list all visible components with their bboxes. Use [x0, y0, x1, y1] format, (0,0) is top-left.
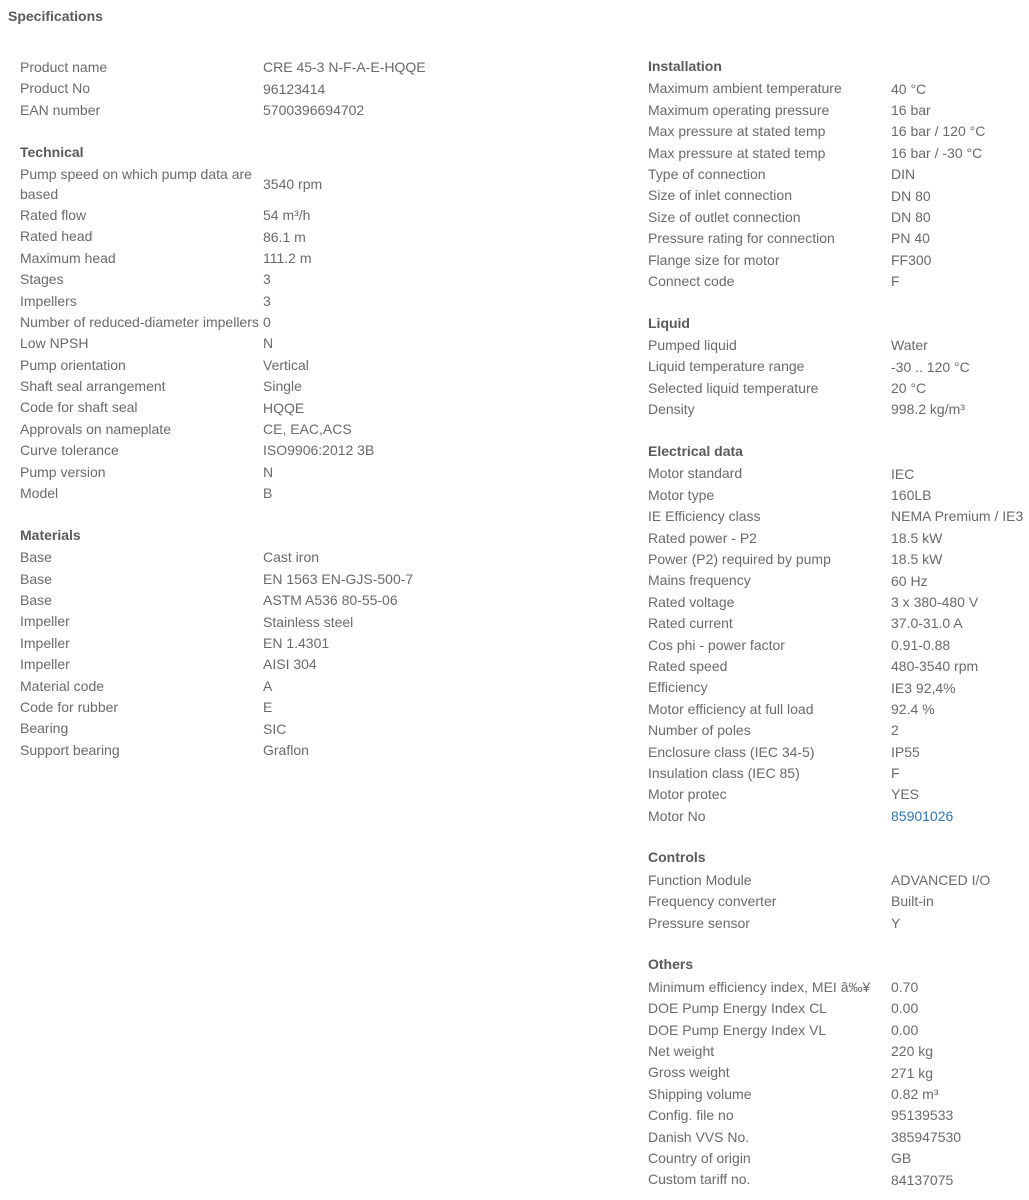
- spec-label: Number of poles: [648, 722, 751, 739]
- section-spacer: [648, 826, 1029, 847]
- spec-value: 95139533: [891, 1107, 954, 1124]
- spec-row: [648, 1019, 1029, 1040]
- spec-label: Low NPSH: [20, 335, 89, 352]
- spec-value: Vertical: [263, 356, 309, 373]
- spec-row: [648, 548, 1029, 569]
- spec-row: [20, 375, 440, 396]
- spec-label: Rated current: [648, 615, 733, 632]
- spec-label: Connect code: [648, 272, 735, 289]
- spec-row: [20, 632, 440, 653]
- spec-label: Product No: [20, 80, 91, 97]
- spec-row: [648, 997, 1029, 1018]
- spec-label: Pumped liquid: [648, 337, 737, 354]
- spec-row: [648, 1168, 1029, 1189]
- spec-label: Insulation class (IEC 85): [648, 764, 800, 781]
- spec-value: F: [891, 273, 900, 290]
- spec-row: [20, 439, 440, 460]
- spec-value: 18.5 kW: [891, 529, 943, 546]
- spec-value: 3: [263, 292, 271, 309]
- spec-section-materials: [20, 525, 440, 760]
- spec-value: SIC: [263, 720, 287, 737]
- spec-row: [648, 805, 1029, 826]
- spec-label: Rated head: [20, 228, 93, 245]
- spec-value: 5700396694702: [263, 101, 365, 118]
- spec-row: [648, 612, 1029, 633]
- spec-value: DIN: [891, 166, 916, 183]
- spec-row: [648, 1083, 1029, 1104]
- section-title: Others: [648, 956, 694, 973]
- spec-label: Config. file no: [648, 1107, 734, 1124]
- spec-label: Product name: [20, 59, 108, 75]
- spec-value: 60 Hz: [891, 572, 928, 589]
- spec-value: Graflon: [263, 741, 309, 758]
- spec-value: 84137075: [891, 1171, 954, 1188]
- spec-row: [648, 99, 1029, 120]
- spec-value: Water: [891, 337, 928, 354]
- spec-row: [20, 77, 440, 98]
- spec-label: Pump speed on which pump data are based: [20, 165, 252, 202]
- spec-row: [20, 56, 440, 77]
- spec-label: Minimum efficiency index, MEI â‰¥: [648, 978, 871, 995]
- spec-row: [648, 1061, 1029, 1082]
- section-spacer: [20, 120, 440, 141]
- spec-row: [648, 505, 1029, 526]
- spec-row: [20, 610, 440, 631]
- spec-label: Rated power - P2: [648, 529, 757, 546]
- spec-value: YES: [891, 786, 920, 803]
- spec-value: E: [263, 699, 273, 716]
- spec-value: 271 kg: [891, 1064, 934, 1081]
- spec-value: 0.00: [891, 1021, 919, 1038]
- spec-row: [648, 869, 1029, 890]
- spec-row: [648, 676, 1029, 697]
- spec-value: Y: [891, 914, 901, 931]
- spec-label: Motor type: [648, 486, 715, 503]
- spec-label: Density: [648, 401, 695, 418]
- spec-label: Pump version: [20, 463, 106, 480]
- spec-label: Material code: [20, 677, 105, 694]
- spec-label: Net weight: [648, 1042, 715, 1059]
- spec-value: Single: [263, 378, 302, 395]
- spec-section-liquid: [648, 313, 1029, 420]
- spec-label: Frequency converter: [648, 893, 777, 910]
- spec-row: [648, 741, 1029, 762]
- spec-label: Mains frequency: [648, 572, 751, 589]
- spec-value: 111.2 m: [263, 249, 312, 266]
- spec-value: 40 °C: [891, 80, 927, 97]
- spec-row: [648, 1126, 1029, 1147]
- spec-label: Efficiency: [648, 679, 708, 696]
- spec-value: 86.1 m: [263, 228, 306, 245]
- section-title: Electrical data: [648, 443, 743, 460]
- spec-value: 18.5 kW: [891, 551, 943, 568]
- spec-value: A: [263, 677, 273, 694]
- spec-value: 0: [263, 314, 271, 331]
- spec-row: [648, 783, 1029, 804]
- spec-row: [648, 527, 1029, 548]
- page-title: Specifications: [8, 8, 103, 24]
- spec-value: PN 40: [891, 230, 930, 247]
- spec-value: DN 80: [891, 187, 931, 204]
- spec-row: [648, 484, 1029, 505]
- section-title: Materials: [20, 526, 81, 543]
- spec-row: [648, 890, 1029, 911]
- spec-row: [20, 482, 440, 503]
- spec-value: -30 .. 120 °C: [891, 358, 970, 375]
- right-spec-column: [648, 56, 1029, 1190]
- spec-row: [648, 591, 1029, 612]
- spec-value: Cast iron: [263, 549, 320, 566]
- spec-row: [648, 120, 1029, 141]
- spec-label: Model: [20, 485, 59, 502]
- spec-label: Shipping volume: [648, 1085, 752, 1102]
- spec-value: CE, EAC,ACS: [263, 421, 352, 438]
- spec-row: [648, 976, 1029, 997]
- spec-value: IE3 92,4%: [891, 679, 956, 696]
- spec-label: Cos phi - power factor: [648, 636, 785, 653]
- spec-row: [20, 163, 440, 204]
- spec-row: [648, 270, 1029, 291]
- spec-label: Max pressure at stated temp: [648, 144, 826, 161]
- spec-section-electrical-data: [648, 441, 1029, 826]
- spec-value: FF300: [891, 251, 932, 268]
- spec-value: 54 m³/h: [263, 207, 311, 224]
- spec-label: Custom tariff no.: [648, 1171, 751, 1188]
- section-title: Installation: [648, 58, 722, 74]
- spec-value: 20 °C: [891, 380, 927, 397]
- spec-section-technical: [20, 142, 440, 504]
- spec-value: Built-in: [891, 893, 934, 910]
- spec-row: [20, 675, 440, 696]
- spec-row: [648, 142, 1029, 163]
- spec-label: DOE Pump Energy Index VL: [648, 1021, 827, 1038]
- spec-label: Pressure rating for connection: [648, 230, 835, 247]
- spec-row: [648, 634, 1029, 655]
- spec-row: [20, 99, 440, 120]
- spec-value: IEC: [891, 465, 915, 482]
- spec-label: Curve tolerance: [20, 442, 119, 459]
- spec-row: [20, 717, 440, 738]
- spec-value: 16 bar / 120 °C: [891, 123, 986, 140]
- spec-value: 220 kg: [891, 1043, 934, 1060]
- spec-label: Rated flow: [20, 206, 87, 223]
- spec-row: [20, 589, 440, 610]
- spec-value: N: [263, 335, 274, 352]
- spec-row: [648, 569, 1029, 590]
- spec-row: [20, 568, 440, 589]
- spec-value: 0.00: [891, 1000, 919, 1017]
- spec-label: Danish VVS No.: [648, 1128, 750, 1145]
- spec-label: DOE Pump Energy Index CL: [648, 1000, 827, 1017]
- section-spacer: [648, 420, 1029, 441]
- spec-row: [20, 332, 440, 353]
- spec-value: NEMA Premium / IE3: [891, 508, 1024, 525]
- spec-row: [648, 655, 1029, 676]
- spec-value: 96123414: [263, 80, 326, 97]
- spec-label: Type of connection: [648, 165, 766, 182]
- spec-label: Impellers: [20, 292, 77, 309]
- spec-row: [20, 311, 440, 332]
- spec-value: 0.82 m³: [891, 1085, 939, 1102]
- spec-label: Bearing: [20, 720, 69, 737]
- spec-label: Function Module: [648, 871, 752, 888]
- spec-row: [648, 912, 1029, 933]
- spec-row: [648, 1104, 1029, 1125]
- spec-value: DN 80: [891, 208, 931, 225]
- spec-value: ADVANCED I/O: [891, 872, 991, 889]
- spec-row: [648, 184, 1029, 205]
- left-spec-column: [20, 56, 440, 760]
- spec-label: Impeller: [20, 634, 70, 651]
- section-spacer: [648, 291, 1029, 312]
- spec-row: [648, 377, 1029, 398]
- spec-label: Size of outlet connection: [648, 208, 801, 225]
- spec-label: Shaft seal arrangement: [20, 378, 166, 395]
- spec-label: Number of reduced-diameter impellers: [20, 313, 259, 330]
- spec-row: [20, 546, 440, 567]
- spec-row: [20, 461, 440, 482]
- spec-label: Size of inlet connection: [648, 187, 792, 204]
- spec-label: Liquid temperature range: [648, 358, 805, 375]
- spec-value: 16 bar / -30 °C: [891, 144, 983, 161]
- spec-value: [891, 805, 953, 826]
- spec-label: Support bearing: [20, 741, 120, 758]
- section-title: Technical: [20, 143, 84, 160]
- spec-label: IE Efficiency class: [648, 508, 761, 525]
- spec-value: 16 bar: [891, 101, 931, 118]
- spec-row: [648, 719, 1029, 740]
- spec-label: Selected liquid temperature: [648, 379, 819, 396]
- spec-label: Base: [20, 591, 52, 608]
- spec-row: [648, 1040, 1029, 1061]
- spec-value: 37.0-31.0 A: [891, 615, 963, 632]
- spec-label: Gross weight: [648, 1064, 730, 1081]
- section-spacer: [648, 933, 1029, 954]
- spec-label: Motor standard: [648, 465, 743, 482]
- spec-label: Base: [20, 549, 52, 566]
- spec-value: GB: [891, 1150, 912, 1167]
- spec-label: Motor No: [648, 807, 706, 824]
- spec-row: [20, 696, 440, 717]
- spec-value: IP55: [891, 743, 920, 760]
- spec-row: [648, 398, 1029, 419]
- section-title: Controls: [648, 849, 706, 866]
- spec-row: [20, 739, 440, 760]
- spec-value: B: [263, 485, 273, 502]
- spec-value: ISO9906:2012 3B: [263, 442, 375, 459]
- spec-value: 92.4 %: [891, 700, 935, 717]
- spec-label: Code for rubber: [20, 698, 119, 715]
- spec-section-others: [648, 954, 1029, 1189]
- spec-value: 2: [891, 722, 899, 739]
- spec-label: Max pressure at stated temp: [648, 123, 826, 140]
- spec-row: [648, 163, 1029, 184]
- spec-label: Country of origin: [648, 1149, 751, 1166]
- spec-label: Stages: [20, 271, 64, 288]
- spec-value: 3540 rpm: [263, 175, 323, 192]
- spec-value: EN 1563 EN-GJS-500-7: [263, 570, 414, 587]
- spec-label: Enclosure class (IEC 34-5): [648, 743, 815, 760]
- spec-value: ASTM A536 80-55-06: [263, 592, 398, 609]
- spec-label: Motor protec: [648, 786, 727, 803]
- spec-value: 0.91-0.88: [891, 636, 951, 653]
- spec-label: Motor efficiency at full load: [648, 700, 814, 717]
- spec-value: AISI 304: [263, 656, 317, 673]
- spec-label: Flange size for motor: [648, 251, 780, 268]
- spec-value: N: [263, 463, 274, 480]
- spec-row: [20, 653, 440, 674]
- spec-label: Rated voltage: [648, 593, 735, 610]
- spec-value: F: [891, 765, 900, 782]
- spec-label: Power (P2) required by pump: [648, 550, 831, 567]
- spec-row: [648, 206, 1029, 227]
- spec-label: Code for shaft seal: [20, 399, 138, 416]
- spec-row: [648, 334, 1029, 355]
- spec-value: 385947530: [891, 1128, 962, 1145]
- spec-row: [648, 249, 1029, 270]
- spec-value: 480-3540 rpm: [891, 658, 979, 675]
- spec-value: 3 x 380-480 V: [891, 593, 979, 610]
- spec-row: [648, 77, 1029, 98]
- spec-value: 160LB: [891, 487, 932, 503]
- spec-row: [648, 355, 1029, 376]
- spec-label: Rated speed: [648, 657, 728, 674]
- spec-row: [20, 290, 440, 311]
- spec-value: HQQE: [263, 399, 305, 416]
- spec-label: Impeller: [20, 613, 70, 630]
- spec-section-general: [20, 56, 440, 120]
- section-spacer: [20, 503, 440, 524]
- spec-label: Impeller: [20, 656, 70, 673]
- spec-row: [648, 462, 1029, 483]
- spec-row: [648, 762, 1029, 783]
- spec-label: Base: [20, 570, 52, 587]
- spec-label: Approvals on nameplate: [20, 420, 171, 437]
- spec-label: Maximum head: [20, 249, 116, 266]
- spec-label: Pump orientation: [20, 356, 126, 373]
- spec-row: [20, 418, 440, 439]
- spec-value: 998.2 kg/m³: [891, 401, 965, 418]
- spec-row: [20, 225, 440, 246]
- spec-value: 0.70: [891, 978, 919, 995]
- spec-row: [20, 268, 440, 289]
- spec-value: EN 1.4301: [263, 634, 330, 651]
- spec-label: Pressure sensor: [648, 914, 750, 931]
- spec-value: 3: [263, 271, 271, 288]
- spec-row: [20, 204, 440, 225]
- spec-label: EAN number: [20, 101, 101, 118]
- spec-row: [648, 227, 1029, 248]
- spec-row: [648, 1147, 1029, 1168]
- spec-section-installation: [648, 56, 1029, 291]
- spec-label: Maximum operating pressure: [648, 101, 830, 118]
- spec-row: [20, 396, 440, 417]
- spec-label: Maximum ambient temperature: [648, 80, 842, 97]
- section-title: Liquid: [648, 314, 690, 331]
- spec-row: [648, 698, 1029, 719]
- spec-value: CRE 45-3 N-F-A-E-HQQE: [263, 59, 426, 76]
- motor-number-link[interactable]: 85901026: [891, 807, 954, 824]
- spec-section-controls: [648, 847, 1029, 933]
- spec-row: [20, 247, 440, 268]
- spec-row: [20, 354, 440, 375]
- spec-value: Stainless steel: [263, 613, 354, 630]
